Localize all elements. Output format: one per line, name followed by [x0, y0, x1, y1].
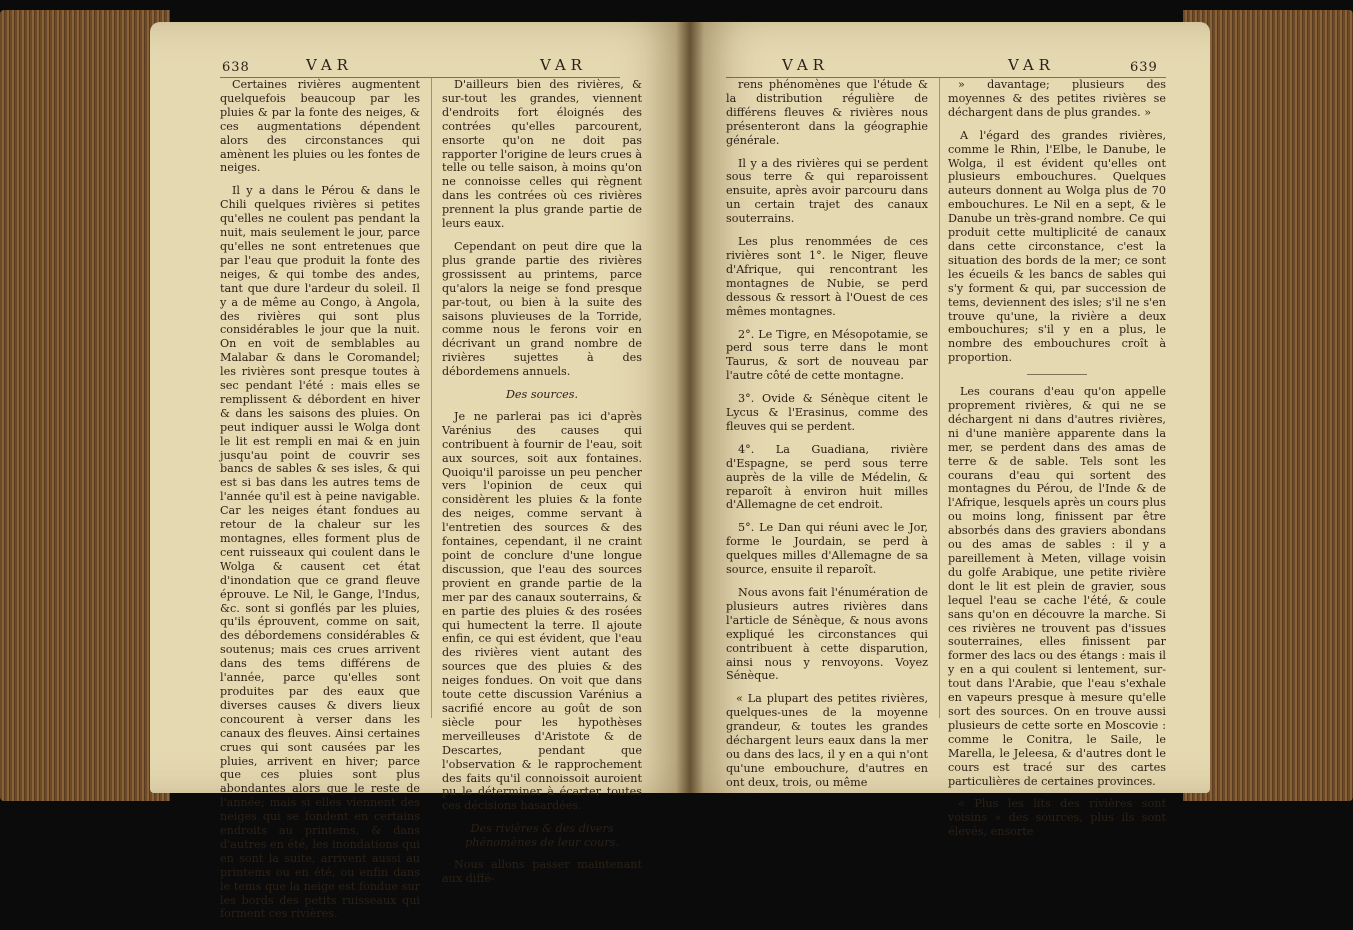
column-4	[948, 78, 1166, 848]
paragraph: Je ne parlerai pas ici d'après Varénius des causes qui contribuent à fournir de l'eau, soit aux sources, soit aux fontaines. Quoiqu'il paroisse un peu pencher vers l'opinion de ceux qui considèrent les pluies & la fonte des neiges, comme servant à l'entretien des sources & des fontaines, cependant, il ne craint point de conclure d'une longue discussion, que l'eau des sources provient en grande partie de la mer par des canaux souterrains, & en partie des pluies & des rosées qui humectent la terre. Il ajoute enfin, ce qui est évident, que l'eau des rivières vient autant des sources que des pluies & des neiges fondues. On voit que dans toute cette discussion Varénius a sacrifié encore au goût de son siècle pour les hypothèses merveilleuses d'Aristote & de Descartes, pendant que l'observation & le rapprochement des faits qu'il connoissoit auroient pu le déterminer à écarter toutes ces décisions hasardées.	[442, 409, 642, 813]
running-head-left-1: VAR	[306, 56, 353, 74]
column-2	[442, 78, 642, 895]
right-page	[690, 22, 1210, 839]
paragraph: Les courans d'eau qu'on appelle proprement rivières, & qui ne se déchargent ni dans d'autres rivières, ni d'une manière apparente dans la mer, se perdent dans des amas de terre & de sable. Tels sont les courans d'eau qui sortent des montagnes du Pérou, de l'Inde & de l'Afrique, lesquels après un cours plus ou moins long, finissent par être absorbés dans des graviers abondans ou des amas de sables : il y a pareillement à Meten, village voisin du golfe Arabique, une petite rivière dont le lit est plein de gravier, sous lequel l'eau se cache l'été, & coule sans qu'on en découvre la marche. Si ces rivières ne trouvent pas d'issues souterraines, elles finissent par former des lacs ou des étangs : mais il y en a qui coulent si lentement, sur-tout dans l'Arabie, que l'eau s'exhale en vapeurs presque à mesure qu'elle sort des sources. On en trouve aussi plusieurs de cette sorte en Moscovie : comme le Conitra, le Saile, le Marella, le Jeleesa, & d'autres dont le cours est tracé sur des cartes particulières de certaines provinces.	[948, 385, 1166, 788]
quote-paragraph: « Plus les lits des rivières sont voisins » des sources, plus ils sont élevés, ensorte	[948, 797, 1166, 839]
running-head-right-1: VAR	[782, 56, 829, 74]
paragraph: 5°. Le Dan qui réuni avec le Jor, forme le Jourdain, se perd à quelques milles d'Allemagne de sa source, ensuite il reparoît.	[726, 521, 928, 577]
running-head-left-2: VAR	[540, 56, 587, 74]
section-heading-rivieres: Des rivières & des divers phénomènes de leur cours.	[465, 822, 619, 850]
running-head-right-2: VAR	[1008, 56, 1055, 74]
paragraph: 3°. Ovide & Sénèque citent le Lycus & l'Erasinus, comme des fleuves qui se perdent.	[726, 392, 928, 433]
column-rule-left	[431, 78, 432, 718]
column-rule-right	[939, 78, 940, 718]
section-heading-sources: Des sources.	[505, 388, 579, 402]
quote-paragraph: « La plupart des petites rivières, quelques-unes de la moyenne grandeur, & toutes les grandes déchargent leurs eaux dans la mer ou dans des lacs, il y en a qui n'ont qu'une embouchure, d'autres en ont deux, trois, ou même	[726, 692, 928, 789]
page-number-left: 638	[222, 60, 250, 75]
quote-paragraph: » davantage; plusieurs des moyennes & des petites rivières se déchargent dans de plus grandes. »	[948, 78, 1166, 119]
page-number-right: 639	[1130, 60, 1158, 75]
paragraph: 2°. Le Tigre, en Mésopotamie, se perd sous terre dans le mont Taurus, & sort de nouveau par l'autre côté de cette montagne.	[726, 327, 928, 383]
paragraph: Il y a des rivières qui se perdent sous terre & qui reparoissent ensuite, après avoir parcouru dans un certain trajet des canaux souterrains.	[726, 156, 928, 226]
paragraph: A l'égard des grandes rivières, comme le Rhin, l'Elbe, le Danube, le Wolga, il est évident qu'elles ont plusieurs embouchures. Quelques auteurs donnent au Wolga plus de 70 embouchures. Le Nil en a sept, & le Danube un très-grand nombre. Ce qui produit cette multiplicité de canaux dans cette circonstance, c'est la situation des bords de la mer; ce sont les écueils & les bancs de sables qui s'y forment & qui, par succession de tems, deviennent des isles; s'il ne s'en trouve qu'une, la rivière a deux embouchures; s'il y en a plus, le nombre des embouchures croît à proportion.	[948, 128, 1166, 365]
book-gutter	[676, 22, 704, 793]
book-edge-left	[0, 10, 170, 801]
column-1	[220, 78, 420, 930]
column-3	[726, 78, 928, 799]
paragraph: Certaines rivières augmentent quelquefois beaucoup par les pluies & par la fonte des neiges, & ces augmentations dépendent alors des circonstances qui amènent les pluies ou les fontes de neiges.	[220, 78, 420, 175]
paragraph: Les plus renommées de ces rivières sont 1°. le Niger, fleuve d'Afrique, qui rencontrant les montagnes de Nubie, se perd dessous & ressort à l'Ouest de ces mêmes montagnes.	[726, 235, 928, 318]
paragraph: Nous avons fait l'énumération de plusieurs autres rivières dans l'article de Sénèque, & nous avons expliqué les circonstances qui contribuent à cette disparution, ainsi nous y renvoyons. Voyez Sénèque.	[726, 586, 928, 683]
separator	[1027, 374, 1087, 375]
paragraph: Nous allons passer maintenant aux diffé-	[442, 858, 642, 885]
paragraph: Il y a dans le Pérou & dans le Chili quelques rivières si petites qu'elles ne coulent pas pendant la nuit, mais seulement le jour, parce qu'elles ne sont entretenues que par l'eau que produit la fonte des neiges, & qui tombe des andes, tant que dure l'ardeur du soleil. Il y a de même au Congo, à Angola, des rivières qui sont plus considérables le jour que la nuit. On en voit de semblables au Malabar & dans le Coromandel; les rivières sont presque toutes à sec pendant l'été : mais elles se remplissent & débordent en hiver & dans les saisons des pluies. On peut indiquer aussi le Wolga dont le lit est rempli en mai & en juin jusqu'au point de couvrir ses bancs de sables & ses isles, & qui est si bas dans les autres tems de l'année qu'il est à peine navigable. Car les neiges étant fondues au retour de la chaleur sur les montagnes, elles forment plus de cent ruisseaux qui coulent dans le Wolga & causent cet état d'inondation que ce grand fleuve éprouve. Le Nil, le Gange, l'Indus, &c. sont si gonflés par les pluies, qu'ils éprouvent, comme on sait, des débordemens considérables & soutenus; mais ces crues arrivent dans des tems différens de l'année, parce qu'elles sont produites par des eaux que diverses causes & divers lieux concourent à verser dans les canaux des fleuves. Ainsi certaines crues qui sont causées par les pluies, arrivent en hiver; parce que ces pluies sont plus abondantes alors que le reste de l'année; mais si elles viennent des neiges qui se fondent en certains endroits au printems, & dans d'autres en été, les inondations qui en sont la suite, arrivent aussi au printems ou en été, ou enfin dans le tems que la neige est fondue sur les bords des petits ruisseaux qui forment ces rivières.	[220, 184, 420, 921]
paragraph: D'ailleurs bien des rivières, & sur-tout les grandes, viennent d'endroits fort éloignés des contrées qu'elles parcourent, ensorte qu'on ne doit pas rapporter l'origine de leurs crues à telle ou telle saison, à moins qu'on ne connoisse celles qui règnent dans les contrées où ces rivières prennent la plus grande partie de leurs eaux.	[442, 78, 642, 231]
paragraph: Cependant on peut dire que la plus grande partie des rivières grossissent au printems, parce qu'alors la neige se fond presque par-tout, ou bien à la suite des saisons pluvieuses de la Torride, comme nous le ferons voir en décrivant un grand nombre de rivières sujettes à des débordemens annuels.	[442, 239, 642, 379]
left-page	[150, 22, 690, 921]
paragraph: rens phénomènes que l'étude & la distribution régulière de différens fleuves & rivières nous présenteront dans la géographie générale.	[726, 78, 928, 147]
paragraph: 4°. La Guadiana, rivière d'Espagne, se perd sous terre auprès de la ville de Médelin, & reparoît à environ huit milles d'Allemagne de cet endroit.	[726, 442, 928, 512]
